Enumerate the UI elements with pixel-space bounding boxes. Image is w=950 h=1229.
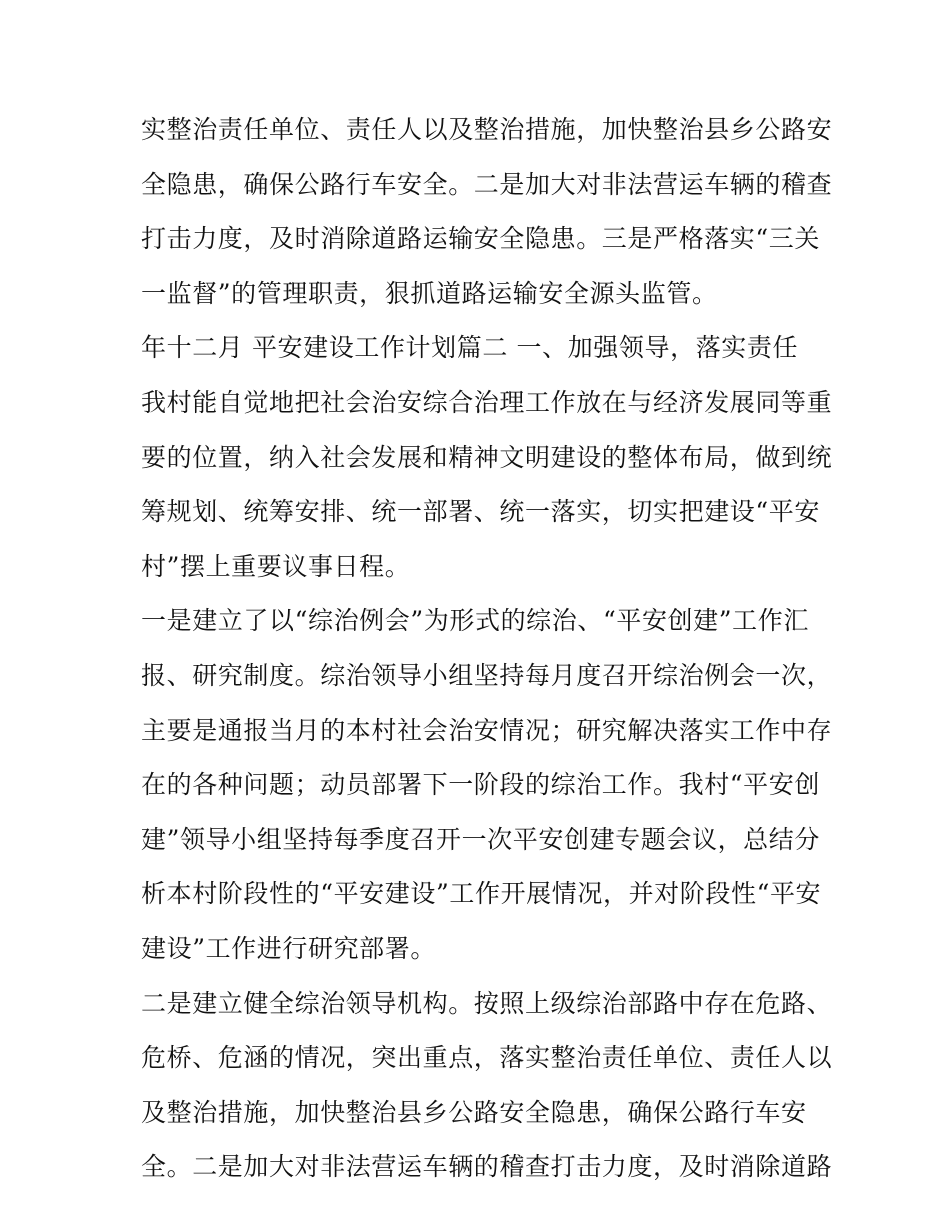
text-line: 村”摆上重要议事日程。	[141, 551, 411, 581]
text-line: 在的各种问题；动员部署下一阶段的综治工作。我村“平安创	[141, 770, 820, 800]
text-line: 建设”工作进行研究部署。	[141, 933, 436, 963]
section-heading-line: 年十二月 平安建设工作计划篇二 一、加强领导，落实责任	[141, 333, 799, 363]
text-line: 主要是通报当月的本村社会治安情况；研究解决落实工作中存	[141, 715, 833, 745]
text-line: 我村能自觉地把社会治安综合治理工作放在与经济发展同等重	[141, 387, 833, 417]
text-line: 及整治措施，加快整治县乡公路安全隐患，确保公路行车安	[141, 1097, 807, 1127]
text-line: 析本村阶段性的“平安建设”工作开展情况，并对阶段性“平安	[141, 879, 822, 909]
text-line: 筹规划、统筹安排、统一部署、统一落实，切实把建设“平安	[141, 497, 820, 527]
text-line: 要的位置，纳入社会发展和精神文明建设的整体布局，做到统	[141, 442, 833, 472]
text-line: 打击力度，及时消除道路运输安全隐患。三是严格落实“三关	[141, 224, 820, 254]
text-line: 建”领导小组坚持每季度召开一次平安创建专题会议，总结分	[141, 824, 820, 854]
text-line: 一监督”的管理职责，狠抓道路运输安全源头监管。	[141, 278, 718, 308]
text-line: 实整治责任单位、责任人以及整治措施，加快整治县乡公路安	[141, 115, 833, 144]
text-line: 全隐患，确保公路行车安全。二是加大对非法营运车辆的稽查	[141, 169, 833, 199]
text-line: 全。二是加大对非法营运车辆的稽查打击力度，及时消除道路	[141, 1152, 833, 1182]
text-line: 二是建立健全综治领导机构。按照上级综治部路中存在危路、	[141, 988, 833, 1018]
text-line: 一是建立了以“综治例会”为形式的综治、“平安创建”工作汇	[141, 606, 809, 636]
body-text	[141, 103, 833, 1195]
text-line: 报、研究制度。综治领导小组坚持每月度召开综治例会一次，	[141, 660, 833, 690]
text-line: 危桥、危涵的情况，突出重点，落实整治责任单位、责任人以	[141, 1043, 833, 1073]
